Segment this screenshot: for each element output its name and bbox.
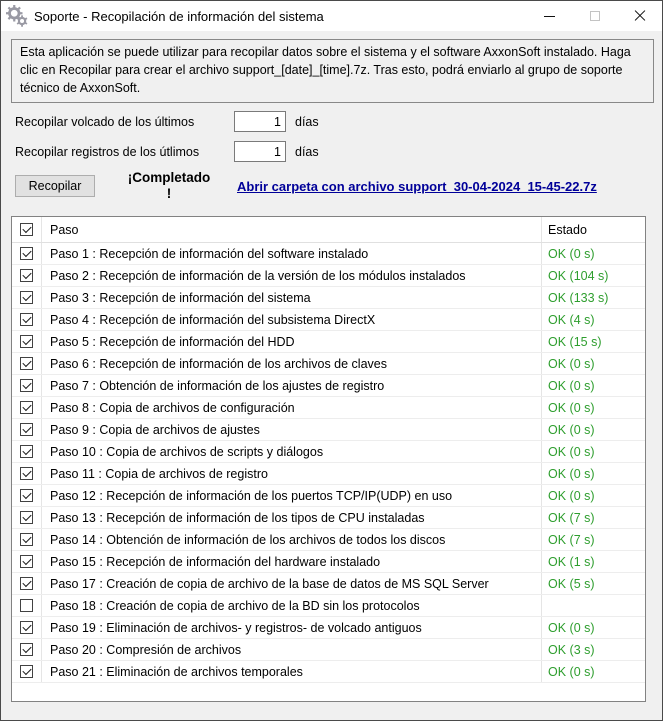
table-row[interactable] bbox=[12, 309, 645, 331]
status-value: OK (104 s) bbox=[541, 265, 645, 286]
step-label: Paso 4 : Recepción de información del subsistema DirectX bbox=[50, 312, 376, 327]
table-row[interactable] bbox=[12, 551, 645, 573]
row-checkbox-cell bbox=[12, 397, 42, 418]
completed-status-line2: ! bbox=[166, 186, 172, 201]
table-row[interactable] bbox=[12, 331, 645, 353]
table-body bbox=[12, 243, 645, 683]
maximize-icon bbox=[590, 11, 600, 21]
step-label: Paso 9 : Copia de archivos de ajustes bbox=[50, 422, 260, 437]
step-label: Paso 6 : Recepción de información de los archivos de claves bbox=[50, 356, 387, 371]
status-value: OK (0 s) bbox=[541, 353, 645, 374]
status-value: OK (0 s) bbox=[541, 441, 645, 462]
completed-status-line1: ¡Completado bbox=[127, 170, 211, 186]
row-checkbox-cell bbox=[12, 331, 42, 352]
completed-status bbox=[123, 170, 215, 201]
row-checkbox-unchecked[interactable] bbox=[20, 599, 33, 612]
status-value: OK (0 s) bbox=[541, 419, 645, 440]
row-checkbox-cell bbox=[12, 419, 42, 440]
table-row[interactable] bbox=[12, 375, 645, 397]
open-folder-link[interactable]: Abrir carpeta con archivo support_30-04-2024_15-45-22.7z bbox=[237, 178, 597, 194]
dump-days-input[interactable] bbox=[234, 111, 286, 132]
row-checkbox-checked[interactable] bbox=[20, 445, 33, 458]
step-label: Paso 14 : Obtención de información de los archivos de todos los discos bbox=[50, 532, 446, 547]
table-row[interactable] bbox=[12, 639, 645, 661]
row-checkbox-cell bbox=[12, 507, 42, 528]
row-checkbox-checked[interactable] bbox=[20, 291, 33, 304]
row-checkbox-cell bbox=[12, 353, 42, 374]
action-row bbox=[15, 169, 650, 203]
logs-days-input[interactable] bbox=[234, 141, 286, 162]
row-checkbox-checked[interactable] bbox=[20, 357, 33, 370]
status-column-header: Estado bbox=[541, 217, 645, 242]
row-checkbox-cell bbox=[12, 463, 42, 484]
dump-days-row bbox=[15, 111, 319, 132]
row-checkbox-cell bbox=[12, 617, 42, 638]
status-value: OK (0 s) bbox=[541, 485, 645, 506]
status-value: OK (4 s) bbox=[541, 309, 645, 330]
step-label: Paso 20 : Compresión de archivos bbox=[50, 642, 242, 657]
row-checkbox-cell bbox=[12, 639, 42, 660]
description-box: Esta aplicación se puede utilizar para recopilar datos sobre el sistema y el software AxxonSoft instalado. Haga clic en Recopilar para crear el archivo support_[date]_[time].7z. Tras esto, podrá enviarlo al grupo de soporte técnico de AxxonSoft. bbox=[11, 39, 654, 103]
table-row[interactable] bbox=[12, 419, 645, 441]
row-checkbox-checked[interactable] bbox=[20, 489, 33, 502]
row-checkbox-cell bbox=[12, 265, 42, 286]
status-value: OK (7 s) bbox=[541, 529, 645, 550]
row-checkbox-checked[interactable] bbox=[20, 401, 33, 414]
minimize-button[interactable] bbox=[527, 1, 572, 31]
status-value: OK (0 s) bbox=[541, 397, 645, 418]
step-label: Paso 11 : Copia de archivos de registro bbox=[50, 466, 268, 481]
gears-app-icon bbox=[6, 5, 28, 27]
status-value bbox=[541, 595, 645, 616]
status-value: OK (15 s) bbox=[541, 331, 645, 352]
status-value: OK (5 s) bbox=[541, 573, 645, 594]
row-checkbox-checked[interactable] bbox=[20, 533, 33, 546]
status-value: OK (1 s) bbox=[541, 551, 645, 572]
table-row[interactable] bbox=[12, 617, 645, 639]
table-row[interactable] bbox=[12, 353, 645, 375]
status-value: OK (0 s) bbox=[541, 661, 645, 682]
table-row[interactable] bbox=[12, 661, 645, 683]
logs-days-unit: días bbox=[295, 144, 319, 159]
collect-button[interactable]: Recopilar bbox=[15, 175, 95, 197]
step-label: Paso 7 : Obtención de información de los ajustes de registro bbox=[50, 378, 385, 393]
row-checkbox-checked[interactable] bbox=[20, 467, 33, 480]
step-label: Paso 19 : Eliminación de archivos- y registros- de volcado antiguos bbox=[50, 620, 422, 635]
row-checkbox-checked[interactable] bbox=[20, 555, 33, 568]
step-label: Paso 21 : Eliminación de archivos temporales bbox=[50, 664, 303, 679]
step-label: Paso 1 : Recepción de información del software instalado bbox=[50, 246, 369, 261]
row-checkbox-cell bbox=[12, 309, 42, 330]
row-checkbox-cell bbox=[12, 485, 42, 506]
status-value: OK (0 s) bbox=[541, 617, 645, 638]
status-value: OK (0 s) bbox=[541, 243, 645, 264]
row-checkbox-checked[interactable] bbox=[20, 621, 33, 634]
row-checkbox-cell bbox=[12, 441, 42, 462]
row-checkbox-checked[interactable] bbox=[20, 379, 33, 392]
step-label: Paso 10 : Copia de archivos de scripts y diálogos bbox=[50, 444, 324, 459]
select-all-checkbox[interactable] bbox=[20, 223, 33, 236]
step-label: Paso 3 : Recepción de información del sistema bbox=[50, 290, 311, 305]
step-label: Paso 18 : Creación de copia de archivo de la BD sin los protocolos bbox=[50, 598, 420, 613]
row-checkbox-checked[interactable] bbox=[20, 269, 33, 282]
table-row[interactable] bbox=[12, 243, 645, 265]
step-label: Paso 15 : Recepción de información del hardware instalado bbox=[50, 554, 381, 569]
table-row[interactable] bbox=[12, 507, 645, 529]
row-checkbox-checked[interactable] bbox=[20, 335, 33, 348]
row-checkbox-checked[interactable] bbox=[20, 511, 33, 524]
title-bar[interactable] bbox=[1, 1, 662, 31]
logs-days-label: Recopilar registros de los útlimos bbox=[15, 144, 200, 159]
window-title: Soporte - Recopilación de información del sistema bbox=[34, 8, 324, 24]
status-value: OK (133 s) bbox=[541, 287, 645, 308]
status-value: OK (0 s) bbox=[541, 375, 645, 396]
status-value: OK (0 s) bbox=[541, 463, 645, 484]
table-row[interactable] bbox=[12, 463, 645, 485]
status-value: OK (7 s) bbox=[541, 507, 645, 528]
steps-table bbox=[11, 216, 646, 702]
step-label: Paso 2 : Recepción de información de la versión de los módulos instalados bbox=[50, 268, 466, 283]
table-row[interactable] bbox=[12, 441, 645, 463]
dump-days-unit: días bbox=[295, 114, 319, 129]
close-icon bbox=[634, 10, 646, 22]
row-checkbox-checked[interactable] bbox=[20, 665, 33, 678]
table-row[interactable] bbox=[12, 529, 645, 551]
table-row[interactable] bbox=[12, 573, 645, 595]
maximize-button bbox=[572, 1, 617, 31]
step-label: Paso 12 : Recepción de información de los puertos TCP/IP(UDP) en uso bbox=[50, 488, 453, 503]
table-row[interactable] bbox=[12, 485, 645, 507]
row-checkbox-cell bbox=[12, 573, 42, 594]
step-label: Paso 8 : Copia de archivos de configuración bbox=[50, 400, 295, 415]
close-button[interactable] bbox=[617, 1, 662, 31]
status-value: OK (3 s) bbox=[541, 639, 645, 660]
table-header-row bbox=[12, 217, 645, 243]
table-row[interactable] bbox=[12, 397, 645, 419]
step-label: Paso 13 : Recepción de información de los tipos de CPU instaladas bbox=[50, 510, 425, 525]
step-label: Paso 17 : Creación de copia de archivo de la base de datos de MS SQL Server bbox=[50, 576, 489, 591]
minimize-icon bbox=[544, 16, 555, 17]
logs-days-row bbox=[15, 141, 319, 162]
step-label: Paso 5 : Recepción de información del HDD bbox=[50, 334, 295, 349]
row-checkbox-cell bbox=[12, 661, 42, 682]
row-checkbox-checked[interactable] bbox=[20, 247, 33, 260]
step-column-header: Paso bbox=[50, 222, 79, 237]
row-checkbox-cell bbox=[12, 551, 42, 572]
row-checkbox-cell bbox=[12, 529, 42, 550]
table-row[interactable] bbox=[12, 595, 645, 617]
row-checkbox-cell bbox=[12, 595, 42, 616]
row-checkbox-checked[interactable] bbox=[20, 643, 33, 656]
table-row[interactable] bbox=[12, 287, 645, 309]
row-checkbox-checked[interactable] bbox=[20, 313, 33, 326]
dump-days-label: Recopilar volcado de los últimos bbox=[15, 114, 195, 129]
row-checkbox-cell bbox=[12, 287, 42, 308]
row-checkbox-cell bbox=[12, 375, 42, 396]
row-checkbox-cell bbox=[12, 243, 42, 264]
table-row[interactable] bbox=[12, 265, 645, 287]
row-checkbox-checked[interactable] bbox=[20, 577, 33, 590]
row-checkbox-checked[interactable] bbox=[20, 423, 33, 436]
